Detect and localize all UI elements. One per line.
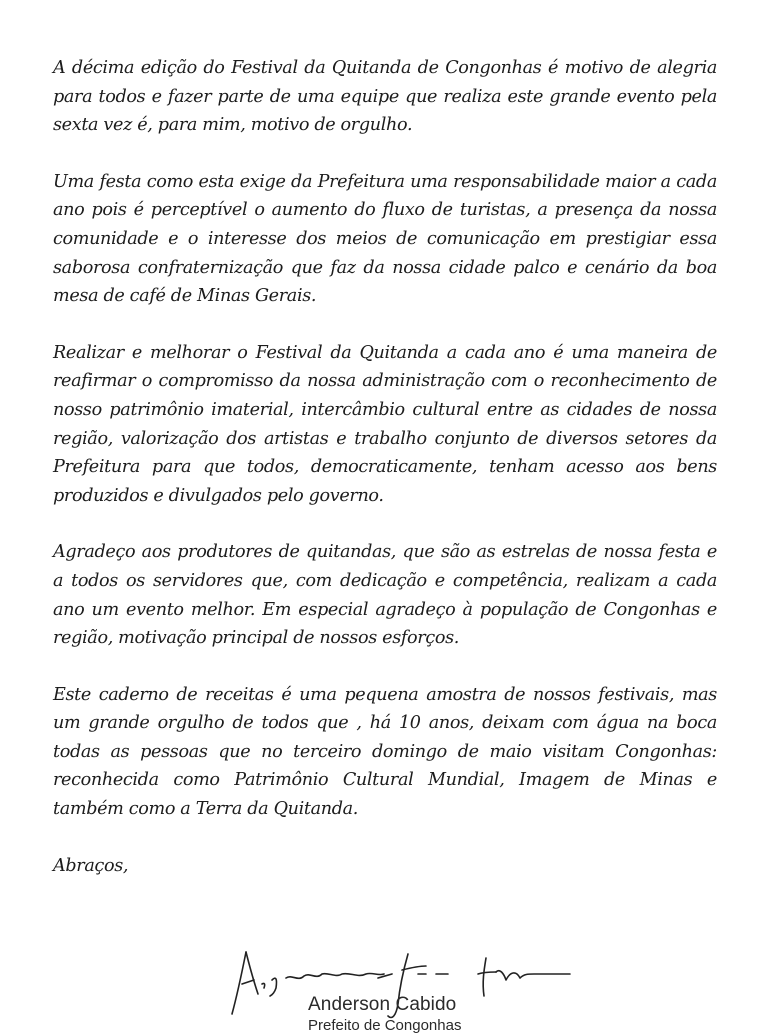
letter-paragraph-2: Uma festa como esta exige da Prefeitura uma responsabilidade maior a cada ano pois é perceptível o aumento do fluxo de turistas, a presença da nossa comunidade e o interesse dos meios de comunicação em prestigiar essa saborosa confraternização que faz da nossa cidade palco e cenário da boa mesa de café de Minas Gerais. <box>53 171 717 307</box>
letter-paragraph-4: Agradeço aos produtores de quitandas, que são as estrelas de nossa festa e a todos os servidores que, com dedicação e competência, realizam a cada ano um evento melhor. Em especial agradeço à população de Congonhas e região, motivação principal de nossos esforços. <box>53 542 717 649</box>
letter-closing: Abraços, <box>53 855 129 876</box>
signer-title: Prefeito de Congonhas <box>308 1017 462 1034</box>
letter-body <box>53 54 717 880</box>
signer-name: Anderson Cabido <box>308 994 457 1015</box>
letter-paragraph-3: Realizar e melhorar o Festival da Quitanda a cada ano é uma maneira de reafirmar o compromisso da nossa administração com o reconhecimento de nosso patrimônio imaterial, intercâmbio cultural entre as cidades de nossa região, valorização dos artistas e trabalho conjunto de diversos setores da Prefeitura para que todos, democraticamente, tenham acesso aos bens produzidos e divulgados pelo governo. <box>53 342 717 506</box>
letter-paragraph-1: A décima edição do Festival da Quitanda de Congonhas é motivo de alegria para todos e fazer parte de uma equipe que realiza este grande evento pela sexta vez é, para mim, motivo de orgulho. <box>53 58 717 136</box>
letter-paragraph-5: Este caderno de receitas é uma pequena amostra de nossos festivais, mas um grande orgulho de todos que , há 10 anos, deixam com água na boca todas as pessoas que no terceiro domingo de maio visitam Congonhas: reconhecida como Patrimônio Cultural Mundial, Imagem de Minas e também como a Terra da Quitanda. <box>53 684 717 820</box>
